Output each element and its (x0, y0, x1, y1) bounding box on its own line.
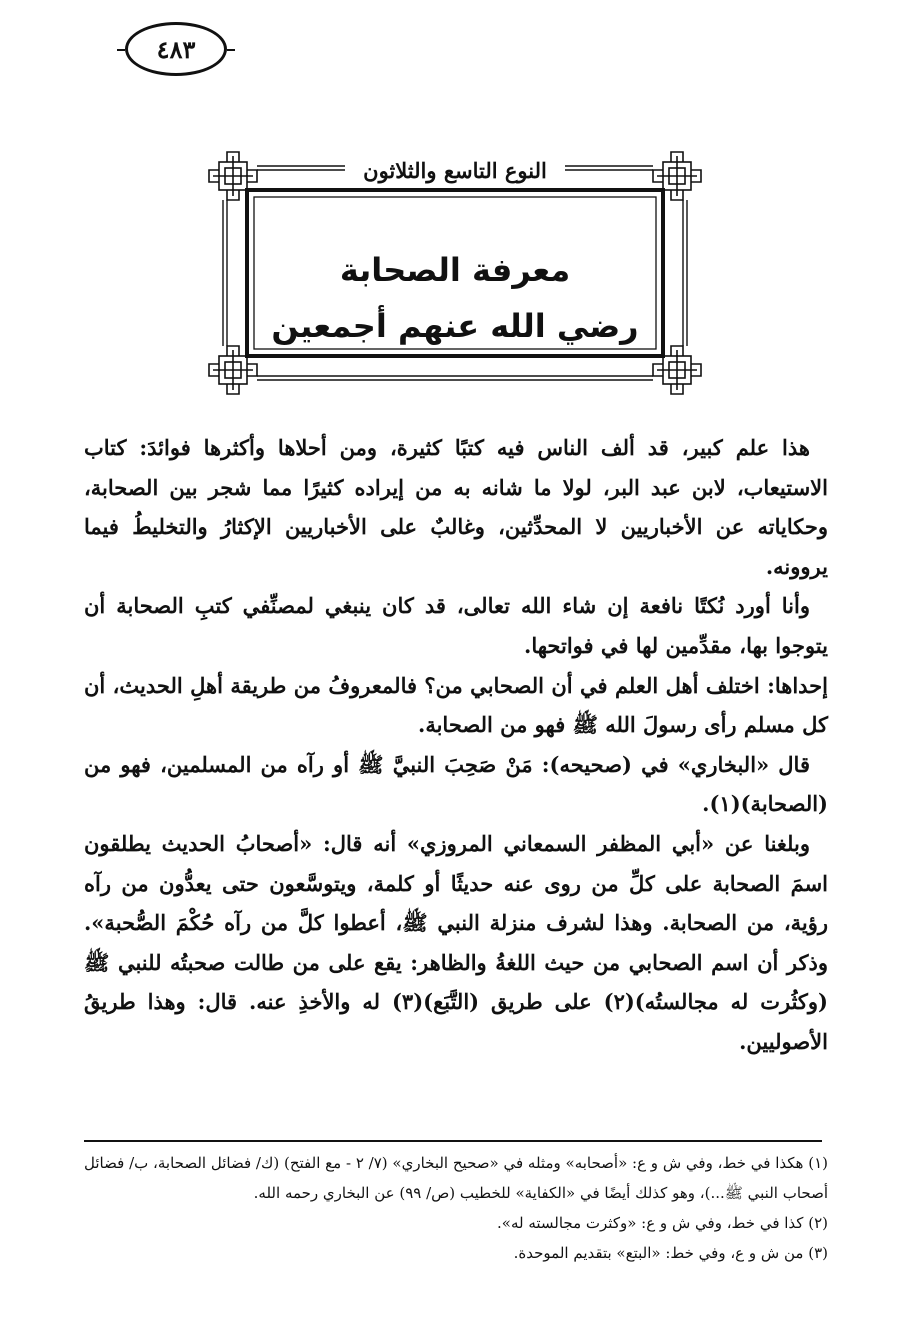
page-number-text: ٤٨٣ (156, 34, 196, 64)
footnote: (٢) كذا في خط، وفي ش و ع: «وكثرت مجالسته له». (497, 1214, 828, 1232)
footnotes (84, 1148, 828, 1268)
chapter-title (245, 242, 665, 354)
chapter-title-line1: معرفة الصحابة (339, 251, 571, 289)
main-text (84, 428, 828, 1062)
paragraph: وبلغنا عن «أبي المظفر السمعاني المروزي» أنه قال: «أصحابُ الحديث يطلقون اسمَ الصحابة على كلِّ من روى عنه حديثًا أو كلمة، ويتوسَّعون حتى يعدُّون من رآه رؤية، من الصحابة. وهذا لشرف منزلة النبي ﷺ، أعطوا كلَّ من رآه حُكْمَ الصُّحبة». وذكر أن اسم الصحابي من حيث اللغةُ والظاهر: يقع على من طالت صحبتُه للنبي ﷺ (وكثُرت له مجالستُه)(٢) على طريق (التَّبَع)(٣) له والأخذِ عنه. قال: وهذا طريقُ الأصوليين. (84, 830, 828, 1054)
chapter-title-frame (205, 148, 705, 398)
chapter-label-text: النوع التاسع والثلاثون (351, 158, 559, 183)
corner-knot-icon (649, 148, 705, 204)
paragraph: قال «البخاري» في (صحيحه): مَنْ صَحِبَ النبيَّ ﷺ أو رآه من المسلمين، فهو من (الصحابة)(١). (84, 751, 828, 817)
footnote-divider (84, 1140, 822, 1142)
paragraph: هذا علم كبير، قد ألف الناس فيه كتبًا كثيرة، ومن أحلاها وأكثرها فوائدَ: كتاب الاستيعاب، لابن عبد البر، لولا ما شانه به من إيراده كثيرًا مما شجر بين الصحابة، وحكاياته عن الأخباريين لا المحدِّثين، وغالبٌ على الأخباريين الإكثارُ والتخليطُ فيما يروونه. (84, 435, 828, 579)
corner-knot-icon (205, 148, 261, 204)
chapter-label (265, 154, 645, 188)
paragraph: إحداها: اختلف أهل العلم في أن الصحابي من؟ فالمعروفُ من طريقة أهلِ الحديث، أن كل مسلم رأى رسولَ الله ﷺ فهو من الصحابة. (84, 672, 828, 738)
page-number (125, 22, 227, 76)
chapter-title-line2: رضي الله عنهم أجمعين (271, 307, 639, 345)
paragraph: وأنا أورد نُكتًا نافعة إن شاء الله تعالى، قد كان ينبغي لمصنِّفي كتبِ الصحابة أن يتوجوا بها، مقدِّمين لها في فواتحها. (84, 593, 828, 658)
footnote: (٣) من ش و ع، وفي خط: «البتع» بتقديم الموحدة. (513, 1244, 828, 1262)
footnote: (١) هكذا في خط، وفي ش و ع: «أصحابه» ومثله في «صحيح البخاري» (٧/ ٢ - مع الفتح) (ك/ فضائل الصحابة، ب/ فضائل أصحاب النبي ﷺ...)، وهو كذلك أيضًا في «الكفاية» للخطيب (ص/ ٩٩) عن البخاري رحمه الله. (84, 1154, 829, 1202)
